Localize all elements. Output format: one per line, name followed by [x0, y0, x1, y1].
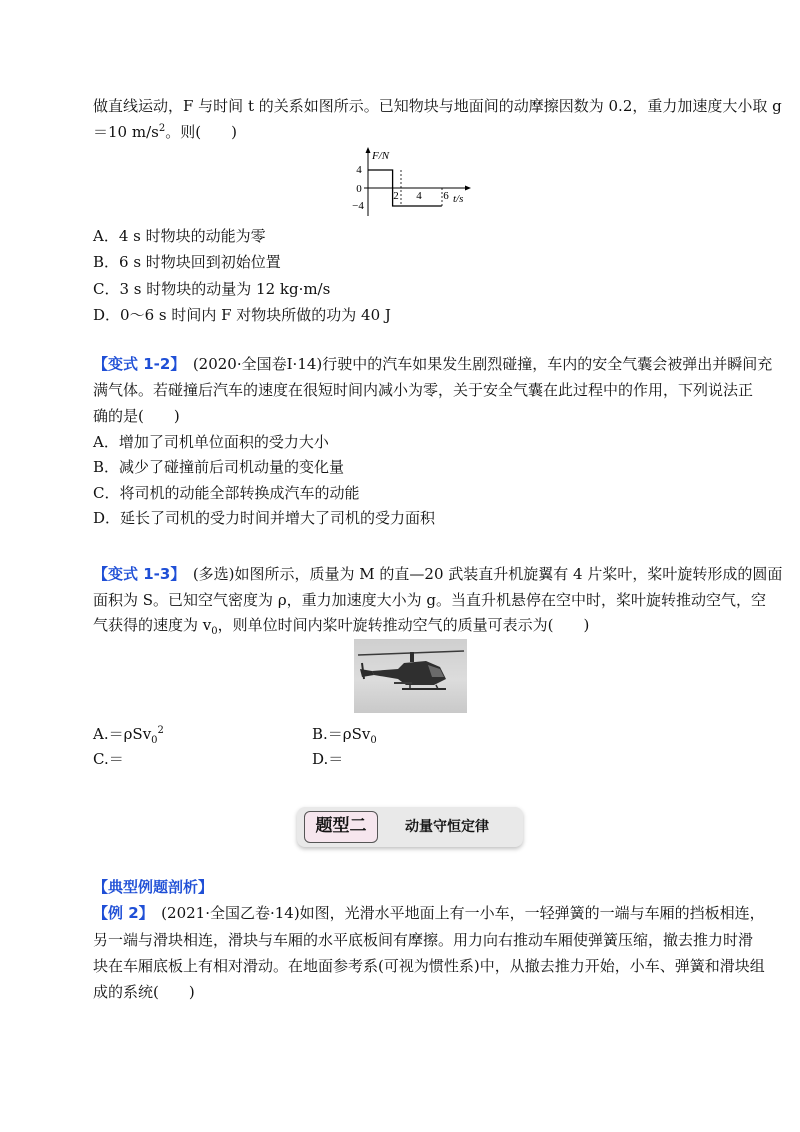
force-time-graph: [350, 146, 480, 218]
q1-stem-tail: 。则( ): [165, 123, 237, 141]
section-title: 动量守恒定律: [405, 819, 489, 835]
y-axis-label: F/N: [372, 150, 390, 162]
variant-1-3-text3: 气获得的速度为 v: [93, 616, 212, 634]
q1-option-a: A．4 s 时物块的动能为零: [93, 227, 266, 245]
example-analysis-header: 【典型例题剖析】: [93, 878, 214, 896]
q1-stem-sup: 2: [158, 123, 166, 134]
x-tick-2: 2: [393, 190, 399, 202]
variant-1-2-option-b: B．减少了碰撞前后司机动量的变化量: [93, 458, 345, 476]
variant-1-3-text: (多选)如图所示，质量为 M 的直—20 武装直升机旋翼有 4 片桨叶，桨叶旋转形成的圆面: [177, 565, 783, 583]
option-a-text: A.＝ρSv: [93, 725, 152, 743]
variant-1-3-line1: [93, 564, 782, 584]
helicopter-figure: [354, 639, 467, 713]
example-2-line2: 另一端与滑块相连，滑块与车厢的水平底板间有摩擦。用力向右推动车厢使弹簧压缩，撤去推力时滑: [93, 931, 754, 949]
x-axis-label: t/s: [453, 193, 464, 205]
y-axis-arrow: [366, 147, 371, 153]
y-tick-4: 4: [356, 164, 362, 176]
option-a-sup: 2: [157, 725, 164, 736]
section-tag: 题型二: [304, 811, 378, 843]
option-a-sub: 0: [151, 735, 158, 746]
x-axis-arrow: [465, 186, 471, 191]
variant-1-3-option-a: [93, 724, 164, 744]
variant-1-2-text: (2020·全国卷Ⅰ·14)行驶中的汽车如果发生剧烈碰撞，车内的安全气囊会被弹出并瞬间充: [177, 355, 773, 373]
variant-1-3-tag: 【变式 1-3】: [93, 565, 178, 583]
variant-1-2-option-c: C．将司机的动能全部转换成汽车的动能: [93, 484, 360, 502]
variant-1-2-option-a: A．增加了司机单位面积的受力大小: [93, 433, 329, 451]
section-banner: [297, 807, 523, 847]
variant-1-2-option-d: D．延长了司机的受力时间并增大了司机的受力面积: [93, 509, 436, 527]
variant-1-2-line2: 满气体。若碰撞后汽车的速度在很短时间内减小为零，关于安全气囊在此过程中的作用，下列说法正: [93, 381, 754, 399]
x-tick-6: 6: [443, 190, 449, 202]
variant-1-2-line3: 确的是( ): [93, 407, 180, 425]
q1-stem-text: ＝10 m/s: [93, 123, 159, 141]
v0-subscript: 0: [211, 626, 218, 637]
example-2-tag: 【例 2】: [93, 904, 147, 922]
q1-stem-line2: [93, 122, 237, 142]
y-tick-minus4: −4: [352, 200, 364, 212]
variant-1-3-line3: [93, 615, 589, 635]
y-tick-0: 0: [356, 183, 362, 195]
q1-option-d: D．0～6 s 时间内 F 对物块所做的功为 40 J: [93, 306, 391, 324]
example-2-line1: [93, 903, 765, 923]
q1-option-c: C．3 s 时物块的动量为 12 kg·m/s: [93, 280, 331, 298]
x-tick-4: 4: [416, 190, 422, 202]
option-b-text: B.＝ρSv: [312, 725, 371, 743]
variant-1-3-text3-tail: ，则单位时间内桨叶旋转推动空气的质量可表示为( ): [217, 616, 590, 634]
example-2-line4: 成的系统( ): [93, 983, 195, 1001]
variant-1-2-line1: [93, 354, 772, 374]
example-2-text: (2021·全国乙卷·14)如图，光滑水平地面上有一小车，一轻弹簧的一端与车厢的挡板相连，: [146, 904, 765, 922]
q1-option-b: B．6 s 时物块回到初始位置: [93, 253, 281, 271]
example-2-line3: 块在车厢底板上有相对滑动。在地面参考系(可视为惯性系)中，从撤去推力开始，小车、弹簧和滑块组: [93, 957, 765, 975]
variant-1-3-option-c: C.＝: [93, 750, 124, 768]
variant-1-3-option-d: D.＝: [312, 750, 344, 768]
helicopter-photo: [354, 639, 467, 713]
option-b-sub: 0: [370, 735, 377, 746]
q1-stem-line1: 做直线运动，F 与时间 t 的关系如图所示。已知物块与地面间的动摩擦因数为 0.2，重力加速度大小取 g: [93, 97, 782, 115]
variant-1-2-tag: 【变式 1-2】: [93, 355, 178, 373]
variant-1-3-option-b: [312, 724, 377, 744]
variant-1-3-line2: 面积为 S。已知空气密度为 ρ，重力加速度大小为 g。当直升机悬停在空中时，桨叶旋转推动空气，空: [93, 591, 767, 609]
